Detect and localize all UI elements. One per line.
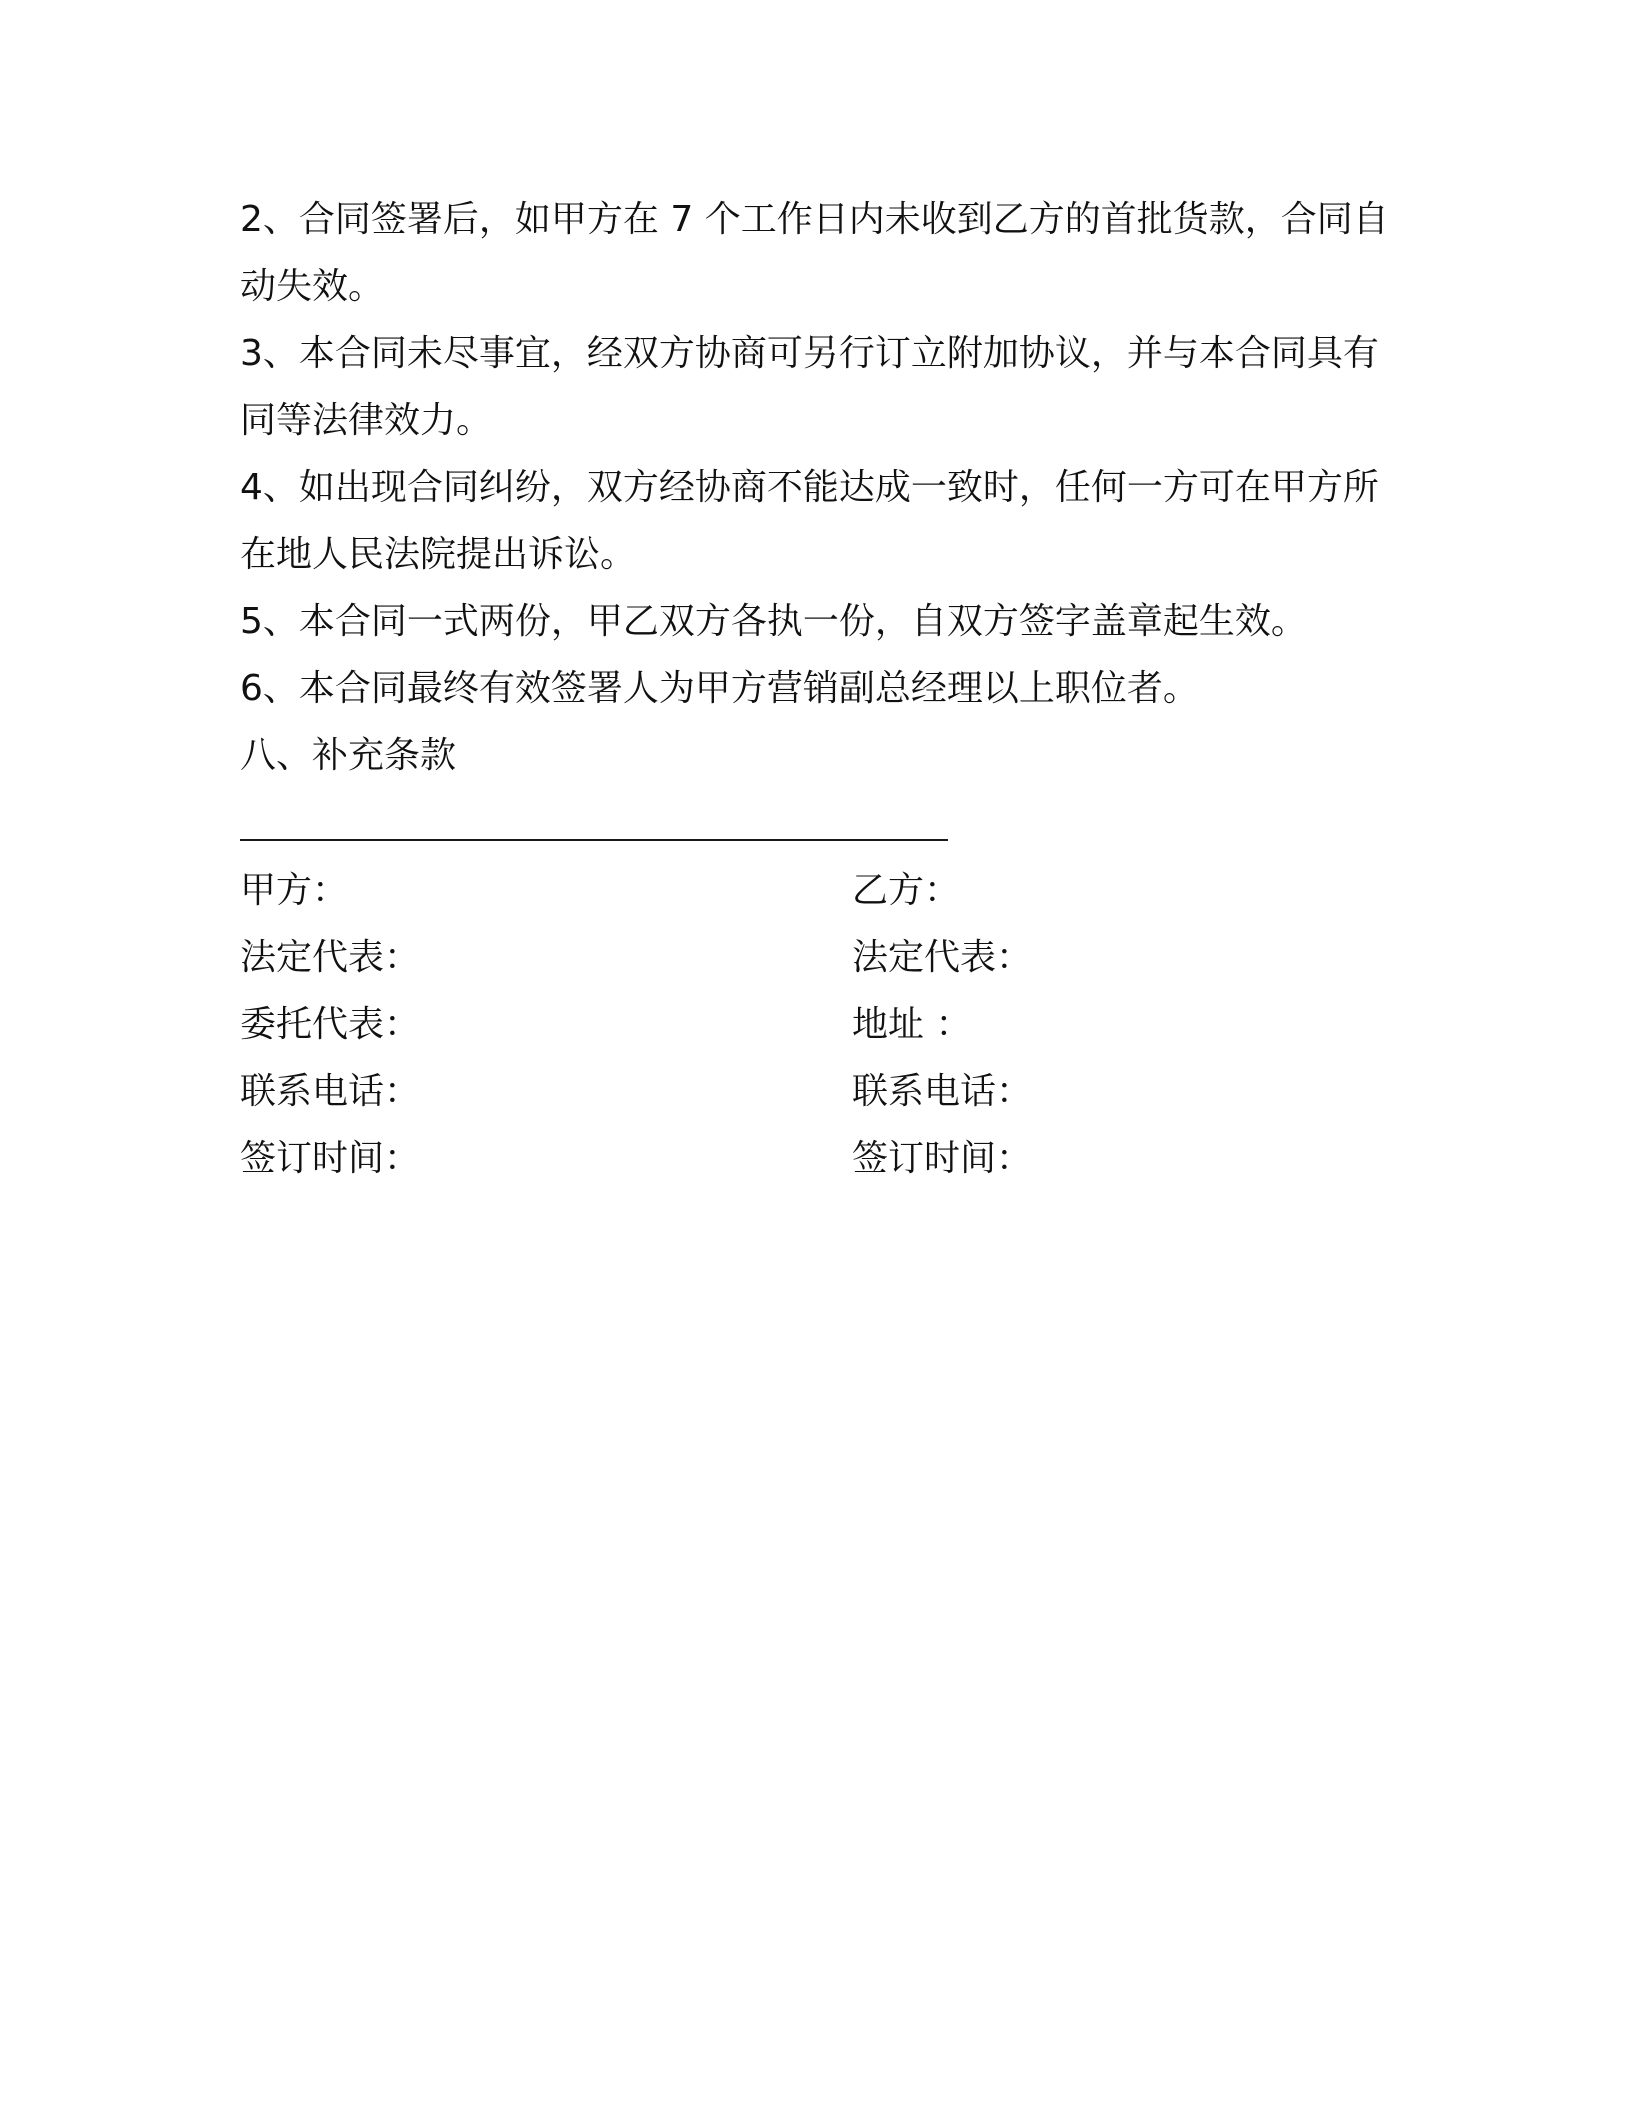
section-heading-supplementary: 八、补充条款: [240, 735, 457, 776]
contract-clauses: [240, 186, 1390, 789]
clause-3: 3、本合同未尽事宜，经双方协商可另行订立附加协议，并与本合同具有同等法律效力。: [240, 333, 1379, 441]
party-b-address-label: 地址 ：: [852, 1004, 972, 1045]
signature-row-agent-address: [240, 991, 1390, 1058]
signature-row-legal-rep: [240, 924, 1390, 991]
party-a-agent-label: 委托代表：: [240, 1004, 421, 1045]
clause-4: 4、如出现合同纠纷，双方经协商不能达成一致时，任何一方可在甲方所在地人民法院提出诉讼。: [240, 467, 1379, 575]
party-b-legal-rep-label: 法定代表：: [852, 937, 1033, 978]
party-b-phone-label: 联系电话：: [852, 1071, 1033, 1112]
clause-6: 6、本合同最终有效签署人为甲方营销副总经理以上职位者。: [240, 668, 1199, 709]
signature-row-phone: [240, 1058, 1390, 1125]
party-b-date-label: 签订时间：: [852, 1138, 1033, 1179]
signature-row-date: [240, 1125, 1390, 1192]
clause-2: 2、合同签署后，如甲方在 7 个工作日内未收到乙方的首批货款，合同自动失效。: [240, 199, 1389, 307]
signature-row-party: [240, 857, 1390, 924]
clause-5: 5、本合同一式两份，甲乙双方各执一份，自双方签字盖章起生效。: [240, 601, 1307, 642]
supplementary-fill-line: [240, 839, 948, 841]
party-a-legal-rep-label: 法定代表：: [240, 937, 421, 978]
party-a-date-label: 签订时间：: [240, 1138, 421, 1179]
party-b-label: 乙方：: [852, 870, 961, 911]
signature-block: [240, 857, 1390, 1192]
party-a-label: 甲方：: [240, 870, 349, 911]
party-a-phone-label: 联系电话：: [240, 1071, 421, 1112]
